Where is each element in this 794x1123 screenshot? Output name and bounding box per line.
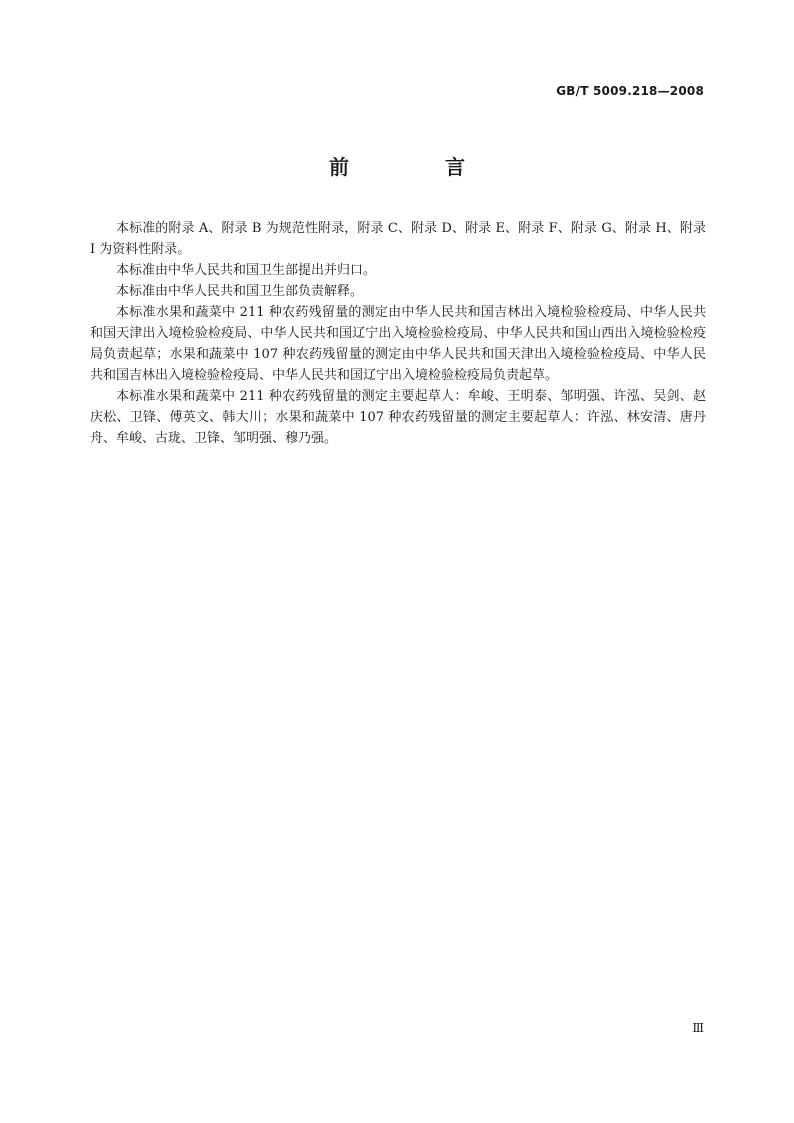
paragraph-proposed-by: 本标准由中华人民共和国卫生部提出并归口。 xyxy=(116,263,377,278)
standard-code: GB/T 5009.218—2008 xyxy=(556,84,704,98)
foreword-body xyxy=(90,218,706,449)
paragraph-drafters: 本标准水果和蔬菜中 211 种农药残留量的测定主要起草人：牟峻、王明泰、邹明强、许泓、吴剑、赵庆松、卫锋、傅英文、韩大川；水果和蔬菜中 107 种农药残留量的测定主要起草人：许泓、林安清、唐丹舟、牟峻、古珑、卫锋、邹明强、穆乃强。 xyxy=(90,389,706,446)
paragraph-annexes: 本标准的附录 A、附录 B 为规范性附录，附录 C、附录 D、附录 E、附录 F、附录 G、附录 H、附录 I 为资料性附录。 xyxy=(90,221,706,257)
page-number: Ⅲ xyxy=(692,1021,704,1035)
paragraph-drafting-units: 本标准水果和蔬菜中 211 种农药残留量的测定由中华人民共和国吉林出入境检验检疫局、中华人民共和国天津出入境检验检疫局、中华人民共和国辽宁出入境检验检疫局、中华人民共和国山西出入境检验检疫局负责起草；水果和蔬菜中 107 种农药残留量的测定由中华人民共和国天津出入境检验检疫局、中华人民共和国吉林出入境检验检疫局、中华人民共和国辽宁出入境检验检疫局负责起草。 xyxy=(90,305,706,383)
paragraph-interpretation: 本标准由中华人民共和国卫生部负责解释。 xyxy=(116,284,364,299)
page-title: 前 言 xyxy=(329,155,503,179)
